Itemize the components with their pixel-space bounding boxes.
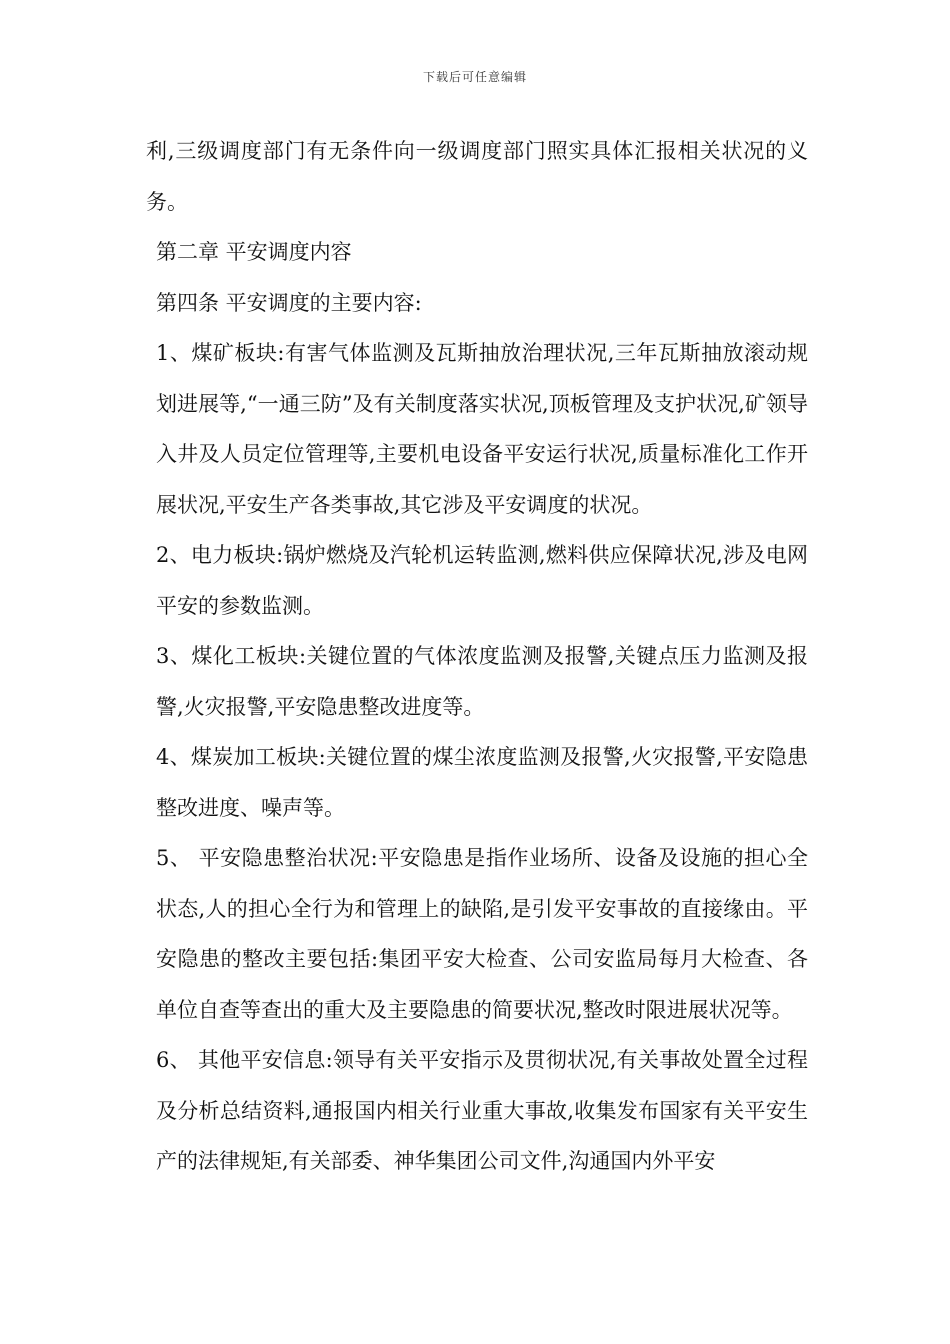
document-body [146, 126, 808, 1187]
paragraph-continuation: 利,三级调度部门有无条件向一级调度部门照实具体汇报相关状况的义务。 [146, 139, 808, 214]
article-heading: 第四条 平安调度的主要内容: [156, 290, 422, 315]
item-other-safety-info: 6、 其他平安信息:领导有关平安指示及贯彻状况,有关事故处置全过程及分析总结资料,通报国内相关行业重大事故,收集发布国家有关平安生产的法律规矩,有关部委、神华集团公司文件,沟通国内外平安 [156, 1048, 808, 1173]
chapter-heading: 第二章 平安调度内容 [156, 240, 352, 264]
item-coal-mine: 1、煤矿板块:有害气体监测及瓦斯抽放治理状况,三年瓦斯抽放滚动规划进展等,“一通三防”及有关制度落实状况,顶板管理及支护状况,矿领导入井及人员定位管理等,主要机电设备平安运行状况,质量标准化工作开展状况,平安生产各类事故,其它涉及平安调度的状况。 [156, 341, 808, 517]
item-coal-processing: 4、煤炭加工板块:关键位置的煤尘浓度监测及报警,火灾报警,平安隐患整改进度、噪声等。 [156, 745, 808, 820]
page-header: 下载后可任意编辑 [422, 70, 527, 84]
item-coal-chemical: 3、煤化工板块:关键位置的气体浓度监测及报警,关键点压力监测及报警,火灾报警,平安隐患整改进度等。 [156, 644, 808, 719]
item-hazard-rectification: 5、 平安隐患整治状况:平安隐患是指作业场所、设备及设施的担心全状态,人的担心全行为和管理上的缺陷,是引发平安事故的直接缘由。平安隐患的整改主要包括:集团平安大检查、公司安监局每月大检查、各单位自查等查出的重大及主要隐患的简要状况,整改时限进展状况等。 [156, 846, 808, 1022]
item-power: 2、电力板块:锅炉燃烧及汽轮机运转监测,燃料供应保障状况,涉及电网平安的参数监测。 [156, 543, 808, 618]
